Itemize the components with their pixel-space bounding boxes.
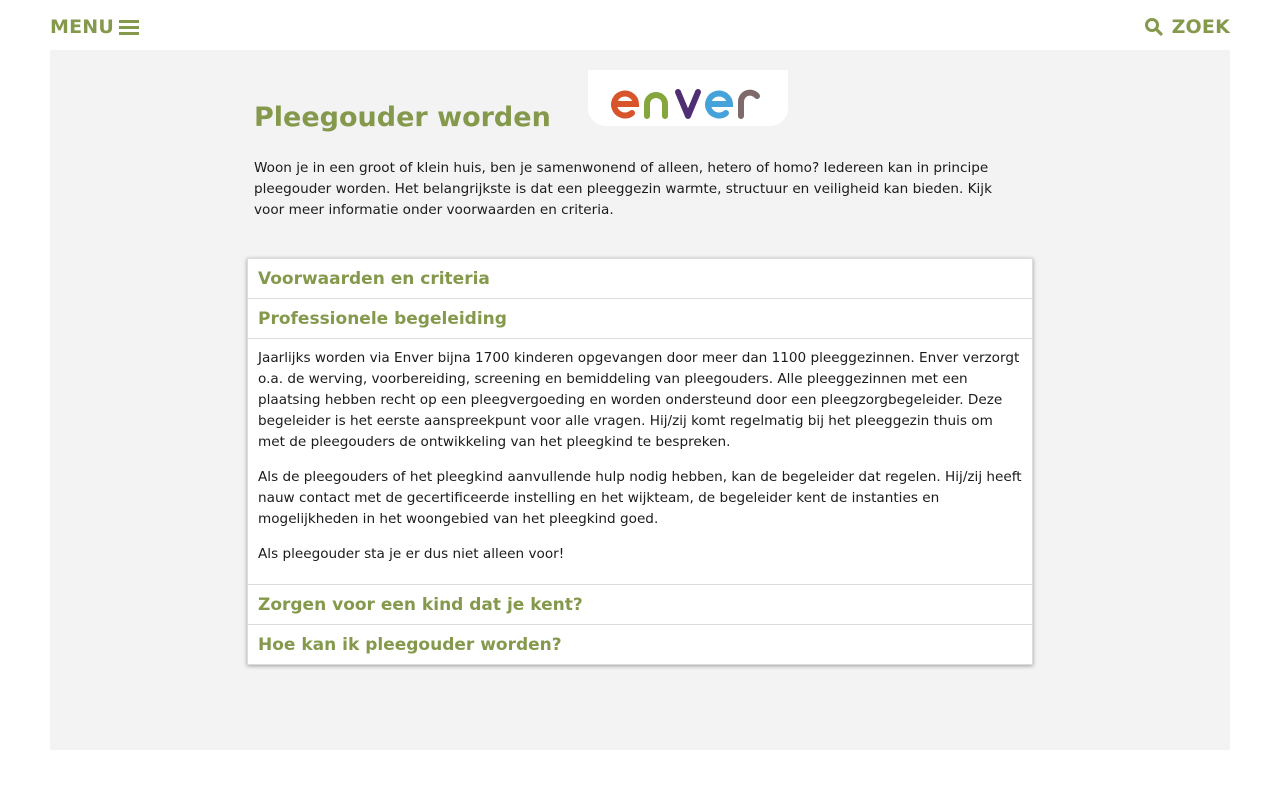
search-label: ZOEK bbox=[1171, 16, 1230, 38]
accordion-header[interactable]: Professionele begeleiding bbox=[258, 308, 507, 329]
accordion-item-voorwaarden bbox=[248, 259, 1032, 299]
page-title: Pleegouder worden bbox=[254, 102, 551, 133]
faq-accordion bbox=[247, 258, 1033, 665]
enver-logo bbox=[610, 82, 766, 122]
hamburger-icon bbox=[119, 20, 139, 35]
panel-paragraph: Jaarlijks worden via Enver bijna 1700 kinderen opgevangen door meer dan 1100 pleeggezinnen. Enver verzorgt o.a. de werving, voorbereiding, screening en bemiddeling van pleegouders. Alle pleeggezinnen met een plaatsing hebben recht op een pleegvergoeding en worden ondersteund door een pleegzorgbegeleider. Deze begeleider is het eerste aanspreekpunt voor alle vragen. Hij/zij komt regelmatig bij het pleeggezin thuis om met de pleegouders de ontwikkeling van het pleegkind te bespreken. bbox=[258, 350, 1020, 450]
accordion-header[interactable]: Zorgen voor een kind dat je kent? bbox=[258, 594, 583, 615]
panel-paragraph: Als de pleegouders of het pleegkind aanvullende hulp nodig hebben, kan de begeleider dat regelen. Hij/zij heeft nauw contact met de gecertificeerde instelling en het wijkteam, de begeleider kent de instanties en mogelijkheden in het woongebied van het pleegkind goed. bbox=[258, 469, 1022, 527]
logo-container[interactable] bbox=[588, 70, 788, 126]
accordion-panel bbox=[248, 338, 1032, 584]
search-icon bbox=[1144, 17, 1164, 37]
site-header bbox=[0, 0, 1280, 50]
menu-button[interactable] bbox=[50, 15, 139, 39]
panel-paragraph: Als pleegouder sta je er dus niet alleen voor! bbox=[258, 546, 565, 562]
intro-text: Woon je in een groot of klein huis, ben je samenwonend of alleen, hetero of homo? Iedereen kan in principe pleegouder worden. Het belangrijkste is dat een pleeggezin warmte, structuur en veiligheid kan bieden. Kijk voor meer informatie onder voorwaarden en criteria. bbox=[254, 160, 992, 218]
accordion-item-kind-kent bbox=[248, 585, 1032, 625]
accordion-item-hoe-worden bbox=[248, 625, 1032, 664]
accordion-header[interactable]: Voorwaarden en criteria bbox=[258, 268, 490, 289]
accordion-header[interactable]: Hoe kan ik pleegouder worden? bbox=[258, 634, 562, 655]
menu-label: MENU bbox=[50, 16, 115, 38]
accordion-item-begeleiding bbox=[248, 299, 1032, 585]
search-button[interactable] bbox=[1144, 15, 1230, 39]
